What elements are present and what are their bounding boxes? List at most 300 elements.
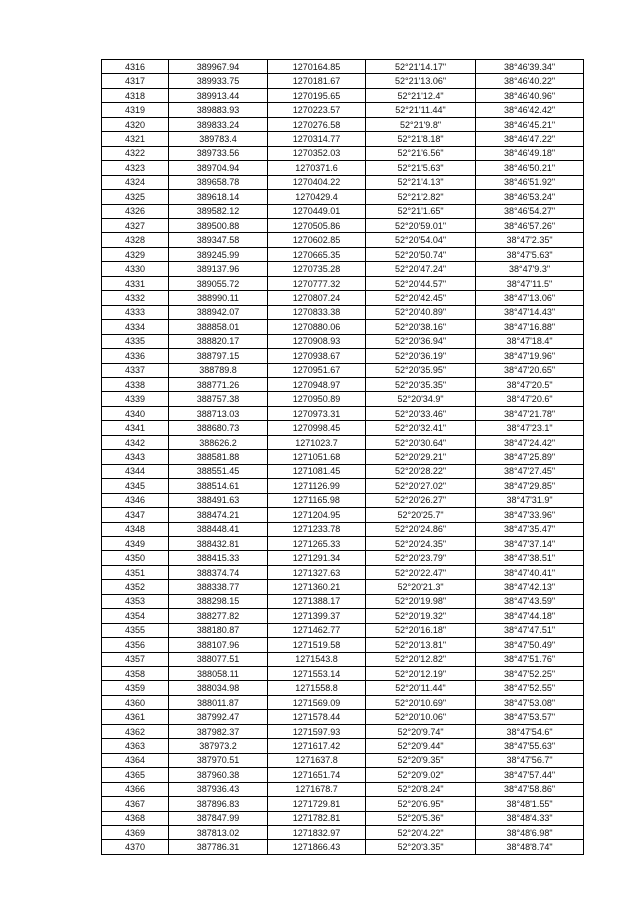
table-row <box>102 60 584 74</box>
point-number-cell: 4335 <box>102 334 169 348</box>
y-coordinate-cell: 1271291.34 <box>268 551 366 565</box>
table-row <box>102 826 584 840</box>
y-coordinate-cell: 1270404.22 <box>268 175 366 189</box>
x-coordinate-cell: 389833.24 <box>169 117 268 131</box>
y-coordinate-cell: 1271462.77 <box>268 623 366 637</box>
latitude-cell: 52°21'2.82" <box>366 190 476 204</box>
latitude-cell: 52°21'12.4" <box>366 88 476 102</box>
longitude-cell: 38°47'47.51" <box>476 623 584 637</box>
point-number-cell: 4329 <box>102 247 169 261</box>
x-coordinate-cell: 388277.82 <box>169 609 268 623</box>
latitude-cell: 52°20'9.35" <box>366 753 476 767</box>
point-number-cell: 4356 <box>102 638 169 652</box>
y-coordinate-cell: 1271637.8 <box>268 753 366 767</box>
y-coordinate-cell: 1271651.74 <box>268 768 366 782</box>
latitude-cell: 52°20'59.01" <box>366 218 476 232</box>
latitude-cell: 52°20'26.27" <box>366 493 476 507</box>
longitude-cell: 38°47'23.1" <box>476 421 584 435</box>
y-coordinate-cell: 1271553.14 <box>268 667 366 681</box>
longitude-cell: 38°47'21.78" <box>476 406 584 420</box>
longitude-cell: 38°46'51.92" <box>476 175 584 189</box>
longitude-cell: 38°46'49.18" <box>476 146 584 160</box>
y-coordinate-cell: 1271578.44 <box>268 710 366 724</box>
table-row <box>102 247 584 261</box>
longitude-cell: 38°47'27.45" <box>476 464 584 478</box>
latitude-cell: 52°21'6.56" <box>366 146 476 160</box>
point-number-cell: 4342 <box>102 435 169 449</box>
y-coordinate-cell: 1271782.81 <box>268 811 366 825</box>
point-number-cell: 4351 <box>102 565 169 579</box>
y-coordinate-cell: 1270880.06 <box>268 320 366 334</box>
x-coordinate-cell: 388551.45 <box>169 464 268 478</box>
x-coordinate-cell: 388626.2 <box>169 435 268 449</box>
longitude-cell: 38°47'55.63" <box>476 739 584 753</box>
y-coordinate-cell: 1270164.85 <box>268 60 366 74</box>
table-row <box>102 667 584 681</box>
latitude-cell: 52°21'14.17" <box>366 60 476 74</box>
table-row <box>102 190 584 204</box>
point-number-cell: 4319 <box>102 103 169 117</box>
x-coordinate-cell: 389704.94 <box>169 161 268 175</box>
latitude-cell: 52°20'50.74" <box>366 247 476 261</box>
point-number-cell: 4347 <box>102 508 169 522</box>
x-coordinate-cell: 388474.21 <box>169 508 268 522</box>
longitude-cell: 38°47'20.65" <box>476 363 584 377</box>
longitude-cell: 38°47'19.96" <box>476 349 584 363</box>
x-coordinate-cell: 388680.73 <box>169 421 268 435</box>
point-number-cell: 4360 <box>102 695 169 709</box>
y-coordinate-cell: 1271558.8 <box>268 681 366 695</box>
longitude-cell: 38°47'25.89" <box>476 450 584 464</box>
latitude-cell: 52°20'47.24" <box>366 262 476 276</box>
longitude-cell: 38°47'24.42" <box>476 435 584 449</box>
x-coordinate-cell: 387936.43 <box>169 782 268 796</box>
longitude-cell: 38°47'50.49" <box>476 638 584 652</box>
x-coordinate-cell: 388491.63 <box>169 493 268 507</box>
table-row <box>102 782 584 796</box>
y-coordinate-cell: 1270223.57 <box>268 103 366 117</box>
point-number-cell: 4324 <box>102 175 169 189</box>
y-coordinate-cell: 1271051.68 <box>268 450 366 464</box>
y-coordinate-cell: 1271617.42 <box>268 739 366 753</box>
y-coordinate-cell: 1271729.81 <box>268 797 366 811</box>
longitude-cell: 38°47'13.06" <box>476 291 584 305</box>
y-coordinate-cell: 1271543.8 <box>268 652 366 666</box>
longitude-cell: 38°46'39.34" <box>476 60 584 74</box>
point-number-cell: 4353 <box>102 594 169 608</box>
table-row <box>102 652 584 666</box>
y-coordinate-cell: 1271569.09 <box>268 695 366 709</box>
latitude-cell: 52°20'25.7" <box>366 508 476 522</box>
latitude-cell: 52°20'16.18" <box>366 623 476 637</box>
latitude-cell: 52°20'10.06" <box>366 710 476 724</box>
latitude-cell: 52°21'1.65" <box>366 204 476 218</box>
x-coordinate-cell: 388180.87 <box>169 623 268 637</box>
x-coordinate-cell: 387847.99 <box>169 811 268 825</box>
latitude-cell: 52°20'11.44" <box>366 681 476 695</box>
point-number-cell: 4346 <box>102 493 169 507</box>
longitude-cell: 38°46'40.96" <box>476 88 584 102</box>
x-coordinate-cell: 388448.41 <box>169 522 268 536</box>
table-row <box>102 377 584 391</box>
point-number-cell: 4338 <box>102 377 169 391</box>
y-coordinate-cell: 1271360.21 <box>268 580 366 594</box>
latitude-cell: 52°20'44.57" <box>366 276 476 290</box>
table-row <box>102 594 584 608</box>
latitude-cell: 52°20'13.81" <box>366 638 476 652</box>
longitude-cell: 38°47'52.55" <box>476 681 584 695</box>
x-coordinate-cell: 388077.51 <box>169 652 268 666</box>
y-coordinate-cell: 1270950.89 <box>268 392 366 406</box>
latitude-cell: 52°20'32.41" <box>366 421 476 435</box>
longitude-cell: 38°48'6.98" <box>476 826 584 840</box>
table-row <box>102 724 584 738</box>
point-number-cell: 4345 <box>102 479 169 493</box>
table-row <box>102 291 584 305</box>
point-number-cell: 4330 <box>102 262 169 276</box>
latitude-cell: 52°20'24.86" <box>366 522 476 536</box>
x-coordinate-cell: 387973.2 <box>169 739 268 753</box>
table-row <box>102 739 584 753</box>
longitude-cell: 38°47'5.63" <box>476 247 584 261</box>
longitude-cell: 38°47'38.51" <box>476 551 584 565</box>
table-row <box>102 320 584 334</box>
longitude-cell: 38°46'47.22" <box>476 132 584 146</box>
longitude-cell: 38°47'53.57" <box>476 710 584 724</box>
longitude-cell: 38°48'4.33" <box>476 811 584 825</box>
x-coordinate-cell: 389055.72 <box>169 276 268 290</box>
latitude-cell: 52°21'4.13" <box>366 175 476 189</box>
point-number-cell: 4363 <box>102 739 169 753</box>
y-coordinate-cell: 1270352.03 <box>268 146 366 160</box>
x-coordinate-cell: 387960.38 <box>169 768 268 782</box>
longitude-cell: 38°47'37.14" <box>476 536 584 550</box>
x-coordinate-cell: 388374.74 <box>169 565 268 579</box>
table-row <box>102 464 584 478</box>
y-coordinate-cell: 1271399.37 <box>268 609 366 623</box>
x-coordinate-cell: 389347.58 <box>169 233 268 247</box>
point-number-cell: 4349 <box>102 536 169 550</box>
table-row <box>102 551 584 565</box>
longitude-cell: 38°47'53.08" <box>476 695 584 709</box>
latitude-cell: 52°20'30.64" <box>366 435 476 449</box>
latitude-cell: 52°20'19.32" <box>366 609 476 623</box>
longitude-cell: 38°47'20.6" <box>476 392 584 406</box>
point-number-cell: 4320 <box>102 117 169 131</box>
latitude-cell: 52°20'42.45" <box>366 291 476 305</box>
point-number-cell: 4361 <box>102 710 169 724</box>
y-coordinate-cell: 1271519.58 <box>268 638 366 652</box>
table-row <box>102 305 584 319</box>
latitude-cell: 52°20'24.35" <box>366 536 476 550</box>
x-coordinate-cell: 388789.8 <box>169 363 268 377</box>
longitude-cell: 38°47'40.41" <box>476 565 584 579</box>
point-number-cell: 4318 <box>102 88 169 102</box>
y-coordinate-cell: 1270181.67 <box>268 74 366 88</box>
x-coordinate-cell: 389967.94 <box>169 60 268 74</box>
point-number-cell: 4326 <box>102 204 169 218</box>
longitude-cell: 38°47'44.18" <box>476 609 584 623</box>
x-coordinate-cell: 388820.17 <box>169 334 268 348</box>
y-coordinate-cell: 1271023.7 <box>268 435 366 449</box>
point-number-cell: 4365 <box>102 768 169 782</box>
table-row <box>102 536 584 550</box>
point-number-cell: 4362 <box>102 724 169 738</box>
point-number-cell: 4357 <box>102 652 169 666</box>
longitude-cell: 38°47'51.76" <box>476 652 584 666</box>
point-number-cell: 4364 <box>102 753 169 767</box>
x-coordinate-cell: 389618.14 <box>169 190 268 204</box>
x-coordinate-cell: 388338.77 <box>169 580 268 594</box>
latitude-cell: 52°20'35.35" <box>366 377 476 391</box>
latitude-cell: 52°21'8.18" <box>366 132 476 146</box>
point-number-cell: 4343 <box>102 450 169 464</box>
longitude-cell: 38°47'31.9" <box>476 493 584 507</box>
point-number-cell: 4352 <box>102 580 169 594</box>
x-coordinate-cell: 389500.88 <box>169 218 268 232</box>
y-coordinate-cell: 1271126.99 <box>268 479 366 493</box>
y-coordinate-cell: 1270777.32 <box>268 276 366 290</box>
x-coordinate-cell: 388058.11 <box>169 667 268 681</box>
x-coordinate-cell: 387970.51 <box>169 753 268 767</box>
x-coordinate-cell: 387786.31 <box>169 840 268 854</box>
longitude-cell: 38°47'54.6" <box>476 724 584 738</box>
x-coordinate-cell: 389733.56 <box>169 146 268 160</box>
table-row <box>102 811 584 825</box>
longitude-cell: 38°46'53.24" <box>476 190 584 204</box>
y-coordinate-cell: 1270602.85 <box>268 233 366 247</box>
point-number-cell: 4336 <box>102 349 169 363</box>
y-coordinate-cell: 1271832.97 <box>268 826 366 840</box>
y-coordinate-cell: 1270314.77 <box>268 132 366 146</box>
table-row <box>102 638 584 652</box>
longitude-cell: 38°46'40.22" <box>476 74 584 88</box>
x-coordinate-cell: 388298.15 <box>169 594 268 608</box>
y-coordinate-cell: 1271165.98 <box>268 493 366 507</box>
y-coordinate-cell: 1271265.33 <box>268 536 366 550</box>
y-coordinate-cell: 1270807.24 <box>268 291 366 305</box>
table-row <box>102 681 584 695</box>
longitude-cell: 38°46'45.21" <box>476 117 584 131</box>
table-row <box>102 218 584 232</box>
point-number-cell: 4340 <box>102 406 169 420</box>
x-coordinate-cell: 388011.87 <box>169 695 268 709</box>
point-number-cell: 4368 <box>102 811 169 825</box>
y-coordinate-cell: 1271204.95 <box>268 508 366 522</box>
latitude-cell: 52°20'38.16" <box>366 320 476 334</box>
x-coordinate-cell: 388415.33 <box>169 551 268 565</box>
latitude-cell: 52°20'54.04" <box>366 233 476 247</box>
latitude-cell: 52°20'3.35" <box>366 840 476 854</box>
coordinates-table-body <box>102 60 584 855</box>
x-coordinate-cell: 388581.88 <box>169 450 268 464</box>
table-row <box>102 840 584 854</box>
longitude-cell: 38°47'58.86" <box>476 782 584 796</box>
latitude-cell: 52°20'12.19" <box>366 667 476 681</box>
table-row <box>102 74 584 88</box>
latitude-cell: 52°20'27.02" <box>366 479 476 493</box>
latitude-cell: 52°20'40.89" <box>366 305 476 319</box>
x-coordinate-cell: 387896.83 <box>169 797 268 811</box>
table-row <box>102 768 584 782</box>
table-row <box>102 508 584 522</box>
latitude-cell: 52°20'29.21" <box>366 450 476 464</box>
x-coordinate-cell: 389245.99 <box>169 247 268 261</box>
table-row <box>102 580 584 594</box>
longitude-cell: 38°47'33.96" <box>476 508 584 522</box>
table-row <box>102 132 584 146</box>
y-coordinate-cell: 1270998.45 <box>268 421 366 435</box>
y-coordinate-cell: 1271388.17 <box>268 594 366 608</box>
point-number-cell: 4370 <box>102 840 169 854</box>
latitude-cell: 52°21'5.63" <box>366 161 476 175</box>
longitude-cell: 38°47'35.47" <box>476 522 584 536</box>
x-coordinate-cell: 388514.61 <box>169 479 268 493</box>
table-row <box>102 233 584 247</box>
longitude-cell: 38°47'11.5" <box>476 276 584 290</box>
x-coordinate-cell: 389913.44 <box>169 88 268 102</box>
point-number-cell: 4337 <box>102 363 169 377</box>
y-coordinate-cell: 1271233.78 <box>268 522 366 536</box>
latitude-cell: 52°20'34.9" <box>366 392 476 406</box>
longitude-cell: 38°48'1.55" <box>476 797 584 811</box>
latitude-cell: 52°20'12.82" <box>366 652 476 666</box>
table-row <box>102 334 584 348</box>
longitude-cell: 38°46'57.26" <box>476 218 584 232</box>
y-coordinate-cell: 1270833.38 <box>268 305 366 319</box>
point-number-cell: 4341 <box>102 421 169 435</box>
point-number-cell: 4323 <box>102 161 169 175</box>
table-row <box>102 479 584 493</box>
point-number-cell: 4332 <box>102 291 169 305</box>
y-coordinate-cell: 1271678.7 <box>268 782 366 796</box>
table-row <box>102 349 584 363</box>
x-coordinate-cell: 389783.4 <box>169 132 268 146</box>
x-coordinate-cell: 389883.93 <box>169 103 268 117</box>
y-coordinate-cell: 1270505.86 <box>268 218 366 232</box>
y-coordinate-cell: 1270371.6 <box>268 161 366 175</box>
table-row <box>102 421 584 435</box>
x-coordinate-cell: 388034.98 <box>169 681 268 695</box>
y-coordinate-cell: 1270938.67 <box>268 349 366 363</box>
y-coordinate-cell: 1270735.28 <box>268 262 366 276</box>
latitude-cell: 52°21'11.44" <box>366 103 476 117</box>
point-number-cell: 4354 <box>102 609 169 623</box>
table-row <box>102 363 584 377</box>
x-coordinate-cell: 388858.01 <box>169 320 268 334</box>
x-coordinate-cell: 388432.81 <box>169 536 268 550</box>
table-row <box>102 522 584 536</box>
y-coordinate-cell: 1271597.93 <box>268 724 366 738</box>
table-row <box>102 710 584 724</box>
longitude-cell: 38°47'42.13" <box>476 580 584 594</box>
latitude-cell: 52°20'9.02" <box>366 768 476 782</box>
table-row <box>102 262 584 276</box>
latitude-cell: 52°20'28.22" <box>366 464 476 478</box>
table-row <box>102 493 584 507</box>
point-number-cell: 4339 <box>102 392 169 406</box>
point-number-cell: 4321 <box>102 132 169 146</box>
point-number-cell: 4355 <box>102 623 169 637</box>
x-coordinate-cell: 388771.26 <box>169 377 268 391</box>
y-coordinate-cell: 1271081.45 <box>268 464 366 478</box>
longitude-cell: 38°47'56.7" <box>476 753 584 767</box>
longitude-cell: 38°47'16.88" <box>476 320 584 334</box>
longitude-cell: 38°46'50.21" <box>476 161 584 175</box>
point-number-cell: 4322 <box>102 146 169 160</box>
x-coordinate-cell: 389137.96 <box>169 262 268 276</box>
longitude-cell: 38°47'18.4" <box>476 334 584 348</box>
longitude-cell: 38°46'42.42" <box>476 103 584 117</box>
latitude-cell: 52°20'9.74" <box>366 724 476 738</box>
latitude-cell: 52°20'19.98" <box>366 594 476 608</box>
latitude-cell: 52°20'36.94" <box>366 334 476 348</box>
point-number-cell: 4331 <box>102 276 169 290</box>
point-number-cell: 4344 <box>102 464 169 478</box>
x-coordinate-cell: 388757.38 <box>169 392 268 406</box>
y-coordinate-cell: 1271866.43 <box>268 840 366 854</box>
latitude-cell: 52°20'23.79" <box>366 551 476 565</box>
table-row <box>102 276 584 290</box>
point-number-cell: 4328 <box>102 233 169 247</box>
y-coordinate-cell: 1270429.4 <box>268 190 366 204</box>
x-coordinate-cell: 387992.47 <box>169 710 268 724</box>
x-coordinate-cell: 387813.02 <box>169 826 268 840</box>
longitude-cell: 38°47'9.3" <box>476 262 584 276</box>
longitude-cell: 38°47'20.5" <box>476 377 584 391</box>
y-coordinate-cell: 1270449.01 <box>268 204 366 218</box>
x-coordinate-cell: 388990.11 <box>169 291 268 305</box>
y-coordinate-cell: 1270948.97 <box>268 377 366 391</box>
table-row <box>102 103 584 117</box>
table-row <box>102 117 584 131</box>
latitude-cell: 52°20'21.3" <box>366 580 476 594</box>
x-coordinate-cell: 387982.37 <box>169 724 268 738</box>
y-coordinate-cell: 1270908.93 <box>268 334 366 348</box>
latitude-cell: 52°20'10.69" <box>366 695 476 709</box>
x-coordinate-cell: 389658.78 <box>169 175 268 189</box>
latitude-cell: 52°20'35.95" <box>366 363 476 377</box>
table-row <box>102 204 584 218</box>
longitude-cell: 38°46'54.27" <box>476 204 584 218</box>
table-row <box>102 88 584 102</box>
latitude-cell: 52°21'13.06" <box>366 74 476 88</box>
point-number-cell: 4325 <box>102 190 169 204</box>
table-row <box>102 695 584 709</box>
table-row <box>102 435 584 449</box>
table-row <box>102 753 584 767</box>
table-row <box>102 565 584 579</box>
point-number-cell: 4369 <box>102 826 169 840</box>
latitude-cell: 52°20'8.24" <box>366 782 476 796</box>
table-row <box>102 450 584 464</box>
latitude-cell: 52°20'36.19" <box>366 349 476 363</box>
longitude-cell: 38°47'43.59" <box>476 594 584 608</box>
point-number-cell: 4367 <box>102 797 169 811</box>
table-row <box>102 623 584 637</box>
longitude-cell: 38°48'8.74" <box>476 840 584 854</box>
table-row <box>102 146 584 160</box>
point-number-cell: 4358 <box>102 667 169 681</box>
longitude-cell: 38°47'2.35" <box>476 233 584 247</box>
y-coordinate-cell: 1270665.35 <box>268 247 366 261</box>
point-number-cell: 4334 <box>102 320 169 334</box>
table-row <box>102 161 584 175</box>
table-row <box>102 609 584 623</box>
y-coordinate-cell: 1271327.63 <box>268 565 366 579</box>
point-number-cell: 4317 <box>102 74 169 88</box>
point-number-cell: 4327 <box>102 218 169 232</box>
